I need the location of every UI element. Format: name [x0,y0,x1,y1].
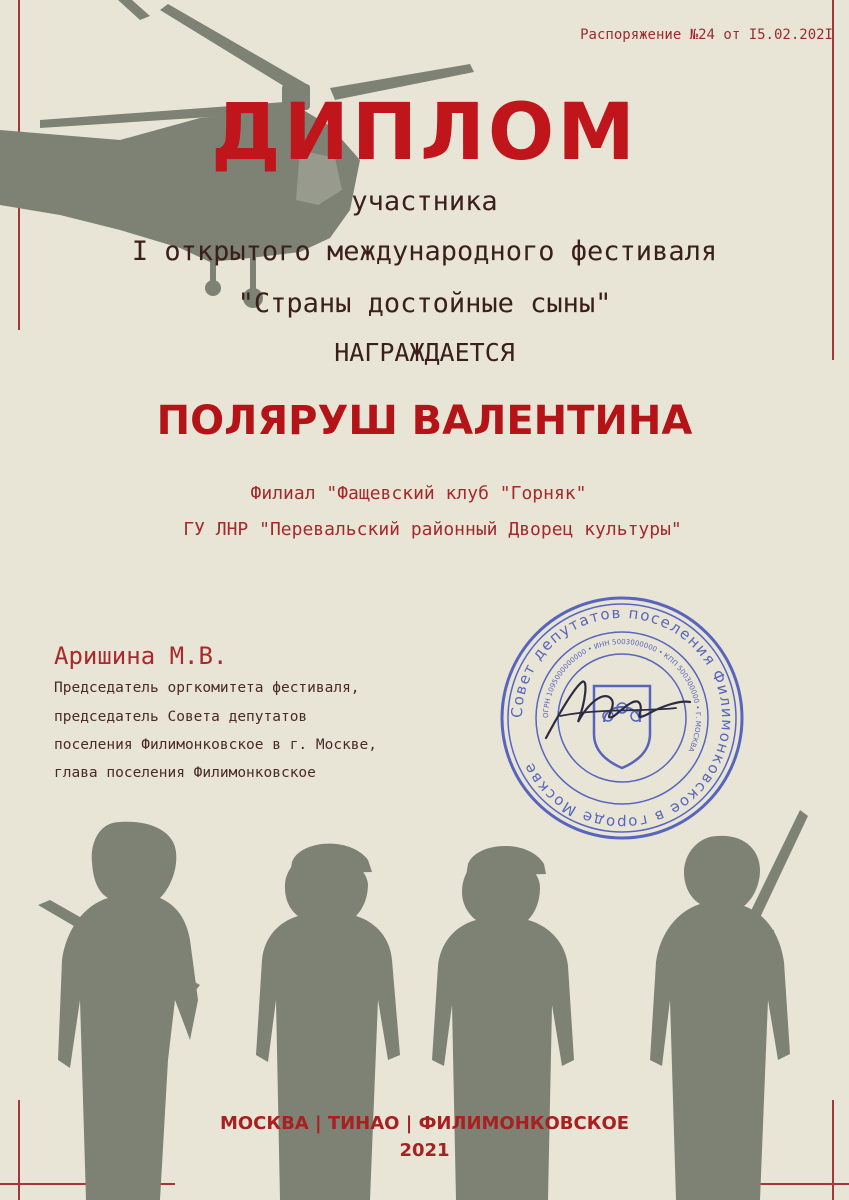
signer-position-line: глава поселения Филимонковское [54,765,316,781]
stamp-outer-text: Совет депутатов поселения Филимонковское в городе Москве [507,603,737,833]
order-reference: Распоряжение №24 от I5.02.202I [580,27,833,43]
organization-line: Филиал "Фащевский клуб "Горняк" [250,483,587,504]
awarded-heading: НАГРАЖДАЕТСЯ [334,338,515,367]
organization-line: ГУ ЛНР "Перевальский районный Дворец культуры" [183,519,682,540]
signer-position-line: Председатель оргкомитета фестиваля, [54,680,360,696]
subtitle-line: I открытого международного фестиваля [131,236,718,267]
footer-location: МОСКВА | ТИНАО | ФИЛИМОНКОВСКОЕ [219,1113,630,1134]
recipient-name: ПОЛЯРУШ ВАЛЕНТИНА [156,398,693,444]
footer-year: 2021 [399,1140,450,1161]
signer-name: Аришина М.В. [54,642,228,670]
stamp-inner-text: ОГРН 1095000000000 • ИНН 5003000000 • КПП 500300000 • Г. МОСКВА [541,637,703,754]
diploma-title: ДИПЛОМ [211,88,638,178]
signer-position-line: председатель Совета депутатов [54,709,308,725]
subtitle-line: "Страны достойные сыны" [237,288,612,319]
subtitle-line: участника [351,186,498,217]
signer-position-line: поселения Филимонковское в г. Москве, [54,737,378,753]
